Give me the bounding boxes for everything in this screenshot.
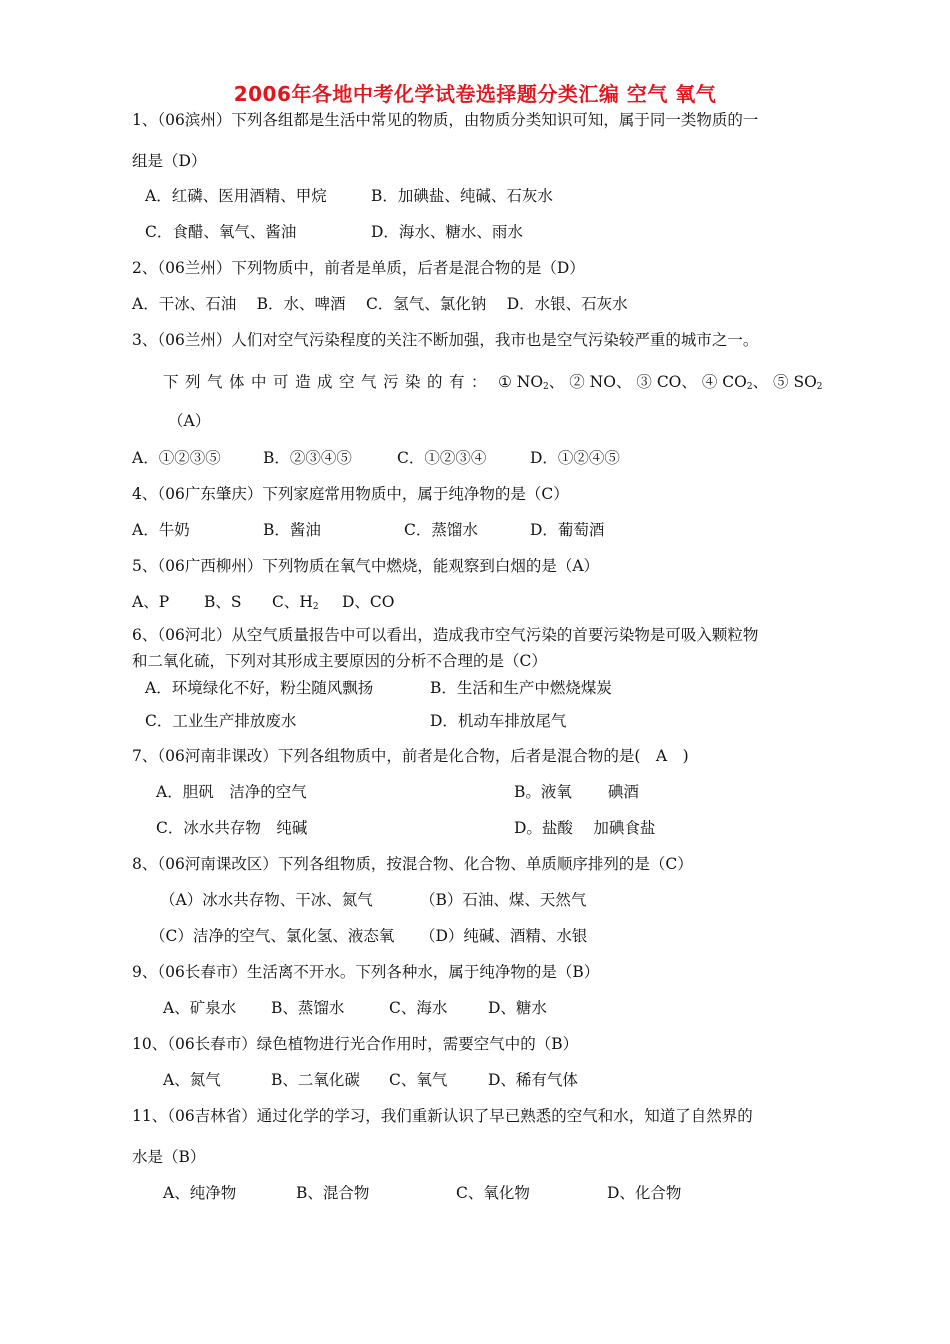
question-3-stem: 3、（06兰州）人们对空气污染程度的关注不断加强，我市也是空气污染较严重的城市之一。 (132, 331, 759, 349)
gas-no: ② NO (569, 373, 616, 391)
question-3-option-b: B．②③④⑤ (263, 449, 352, 467)
question-5-option-a: A、P (132, 593, 170, 611)
question-6-option-d: D．机动车排放尾气 (430, 712, 567, 730)
gas-no2: ① $NO_2$ (497, 373, 549, 392)
question-11-option-b: B、混合物 (296, 1184, 370, 1202)
question-5-option-b: B、S (204, 593, 242, 611)
question-6-option-c: C．工业生产排放废水 (145, 712, 297, 730)
question-7-stem: 7、（06河南非课改）下列各组物质中，前者是化合物，后者是混合物的是( A ) (132, 747, 689, 765)
question-11-option-a: A、纯净物 (163, 1184, 237, 1202)
question-1-option-b: B．加碘盐、纯碱、石灰水 (371, 187, 553, 205)
question-8-stem: 8、（06河南课改区）下列各组物质，按混合物、化合物、单质顺序排列的是（C） (132, 855, 693, 873)
question-10-option-b: B、二氧化碳 (271, 1071, 360, 1089)
question-2-options: A．干冰、石油 B．水、啤酒 C．氢气、氯化钠 D．水银、石灰水 (132, 295, 628, 313)
question-4-stem: 4、（06广东肇庆）下列家庭常用物质中，属于纯净物的是（C） (132, 485, 569, 503)
question-6-option-b: B．生活和生产中燃烧煤炭 (430, 679, 612, 697)
question-3-option-d: D．①②④⑤ (530, 449, 620, 467)
question-9-option-c: C、海水 (389, 999, 448, 1017)
question-9-option-d: D、糖水 (488, 999, 547, 1017)
question-11-option-d: D、化合物 (607, 1184, 682, 1202)
question-6-stem-cont: 和二氧化硫，下列对其形成主要原因的分析不合理的是（C） (132, 652, 547, 670)
question-3-option-a: A．①②③⑤ (132, 449, 221, 467)
question-9-stem: 9、（06长春市）生活离不开水。下列各种水，属于纯净物的是（B） (132, 963, 600, 981)
question-5-stem: 5、（06广西柳州）下列物质在氧气中燃烧，能观察到白烟的是（A） (132, 557, 600, 575)
question-7-option-d: D。盐酸 加碘食盐 (514, 819, 656, 837)
question-9-option-a: A、矿泉水 (163, 999, 237, 1017)
question-3-gas-intro: 下列气体中可造成空气污染的有： (163, 373, 494, 391)
gas-co2: ④ $CO_2$ (701, 373, 753, 392)
question-8-option-a: （A）冰水共存物、干冰、氮气 (160, 891, 373, 909)
question-11-option-c: C、氧化物 (456, 1184, 530, 1202)
question-4-option-b: B．酱油 (263, 521, 321, 539)
question-10-option-a: A、氮气 (163, 1071, 221, 1089)
question-5-option-c: C、$H_2$ (272, 593, 319, 612)
question-8-option-c: （C）洁净的空气、氯化氢、液态氧 (150, 927, 395, 945)
question-4-option-c: C．蒸馏水 (404, 521, 478, 539)
question-3-gas-list: 下列气体中可造成空气污染的有： ① $NO_2$、 ② NO、 ③ CO、 ④ $CO_2$、 ⑤ $SO_2$ (163, 373, 823, 392)
question-8-option-b: （B）石油、煤、天然气 (420, 891, 587, 909)
gas-so2: ⑤ $SO_2$ (773, 373, 823, 392)
document-title: 2006年各地中考化学试卷选择题分类汇编 空气 氧气 (233, 82, 717, 106)
question-4-option-a: A．牛奶 (132, 521, 190, 539)
question-1-stem: 1、（06滨州）下列各组都是生活中常见的物质，由物质分类知识可知，属于同一类物质的一 (132, 111, 759, 129)
question-1-option-d: D．海水、糖水、雨水 (371, 223, 523, 241)
question-7-option-a: A．胆矾 洁净的空气 (156, 783, 307, 801)
question-10-stem: 10、（06长春市）绿色植物进行光合作用时，需要空气中的（B） (132, 1035, 579, 1053)
question-3-option-c: C．①②③④ (397, 449, 487, 467)
question-5-option-d: D、CO (342, 593, 395, 611)
question-10-option-c: C、氧气 (389, 1071, 448, 1089)
question-11-stem-cont: 水是（B） (132, 1148, 206, 1166)
question-7-option-c: C．冰水共存物 纯碱 (156, 819, 308, 837)
gas-co: ③ CO (636, 373, 682, 391)
question-10-option-d: D、稀有气体 (488, 1071, 578, 1089)
question-7-option-b: B。液氧 碘酒 (514, 783, 639, 801)
question-2-stem: 2、（06兰州）下列物质中，前者是单质，后者是混合物的是（D） (132, 259, 585, 277)
question-1-option-a: A．红磷、医用酒精、甲烷 (145, 187, 327, 205)
question-1-option-c: C．食醋、氧气、酱油 (145, 223, 297, 241)
question-4-option-d: D．葡萄酒 (530, 521, 605, 539)
question-9-option-b: B、蒸馏水 (271, 999, 345, 1017)
question-11-stem: 11、（06吉林省）通过化学的学习，我们重新认识了早已熟悉的空气和水，知道了自然界的 (132, 1107, 753, 1125)
question-3-answer: （A） (168, 412, 211, 430)
question-6-option-a: A．环境绿化不好，粉尘随风飘扬 (145, 679, 374, 697)
question-1-stem-cont: 组是（D） (132, 152, 207, 170)
question-6-stem: 6、（06河北）从空气质量报告中可以看出，造成我市空气污染的首要污染物是可吸入颗粒物 (132, 626, 759, 644)
question-8-option-d: （D）纯碱、酒精、水银 (420, 927, 588, 945)
